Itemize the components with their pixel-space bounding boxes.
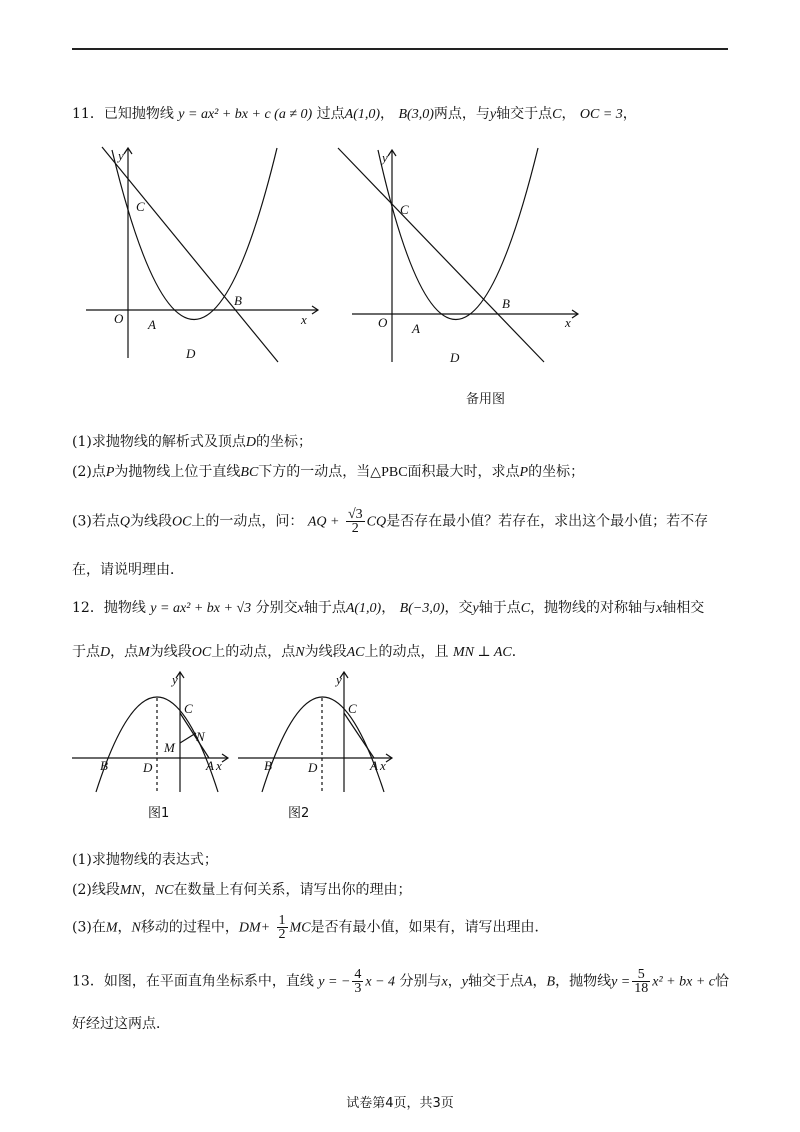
svg-text:O: O — [378, 315, 388, 330]
svg-text:A: A — [412, 321, 420, 336]
svg-text:C: C — [136, 199, 145, 214]
svg-text:N: N — [196, 729, 205, 744]
q11-part3: (3)若点Q为线段OC上的一动点，问： AQ + $\frac{√3}{2}$ CQ是否存在最小值？若存在，求出这个最小值；若不存 — [72, 507, 709, 536]
svg-text:B: B — [234, 293, 242, 308]
q12-stem-cont: 于点D，点M为线段OC上的动点，点N为线段AC上的动点，且 MN ⊥ AC． — [72, 644, 526, 660]
q12-part2: (2)线段MN，NC在数量上有何关系，请写出你的理由； — [72, 882, 412, 898]
svg-text:O: O — [114, 311, 124, 326]
svg-text:D: D — [143, 760, 153, 775]
svg-text:B: B — [502, 296, 510, 311]
svg-text:D: D — [308, 760, 318, 775]
svg-text:y: y — [172, 672, 178, 687]
q11-part1: (1)求抛物线的解析式及顶点D的坐标； — [72, 434, 312, 450]
q12-fraction: $\frac{1}{2}$ — [278, 913, 286, 942]
q12-fig1-caption: 图1 — [148, 806, 170, 821]
svg-text:A: A — [370, 758, 378, 773]
svg-text:x: x — [565, 315, 571, 330]
q12-stem: 12．抛物线 y = ax² + bx + √3 分别交x轴于点A(1,0)， B(−3,0)，交y轴于点C，抛物线的对称轴与x轴相交 — [72, 600, 705, 616]
svg-text:D: D — [186, 346, 196, 361]
svg-text:C: C — [348, 701, 357, 716]
q11-stem: 11．已知抛物线 y = ax² + bx + c (a ≠ 0) 过点A(1,0)， B(3,0)两点，与y轴交于点C， OC = 3， — [72, 106, 637, 122]
q12-part3: (3)在M，N移动的过程中，DM+ $\frac{1}{2}$ MC是否有最小值，如果有，请写出理由． — [72, 913, 549, 942]
svg-text:y: y — [336, 672, 342, 687]
svg-text:M: M — [164, 740, 175, 755]
q13-line-fraction: $\frac{4}{3}$ — [354, 967, 362, 996]
svg-text:A: A — [206, 758, 214, 773]
q13-parabola-fraction: $\frac{5}{18}$ — [634, 967, 649, 996]
svg-text:B: B — [264, 758, 272, 773]
page-footer: 试卷第4页，共3页 — [346, 1096, 454, 1111]
svg-text:C: C — [400, 202, 409, 217]
svg-text:x: x — [301, 312, 307, 327]
svg-text:B: B — [100, 758, 108, 773]
q13-stem-cont: 好经过这两点． — [72, 1016, 170, 1032]
svg-text:A: A — [148, 317, 156, 332]
q11-part2: (2)点P为抛物线上位于直线BC下方的一动点，当△PBC面积最大时，求点P的坐标； — [72, 464, 585, 480]
q13-stem: 13．如图，在平面直角坐标系中，直线 y = − $\frac{4}{3}$ x − 4 分别与x，y轴交于点A，B，抛物线y = $\frac{5}{18}$ x² + bx + c恰 — [72, 967, 729, 996]
svg-text:y: y — [382, 150, 388, 165]
q12-part1: (1)求抛物线的表达式； — [72, 852, 218, 868]
svg-text:y: y — [118, 148, 124, 163]
svg-text:C: C — [184, 701, 193, 716]
spare-figure-caption: 备用图 — [466, 392, 506, 407]
q11-part3-cont: 在，请说明理由． — [72, 562, 184, 578]
q12-fig2-caption: 图2 — [288, 806, 310, 821]
q11-fraction: $\frac{√3}{2}$ — [347, 507, 363, 536]
svg-text:x: x — [216, 758, 222, 773]
svg-text:D: D — [450, 350, 460, 365]
svg-text:x: x — [380, 758, 386, 773]
